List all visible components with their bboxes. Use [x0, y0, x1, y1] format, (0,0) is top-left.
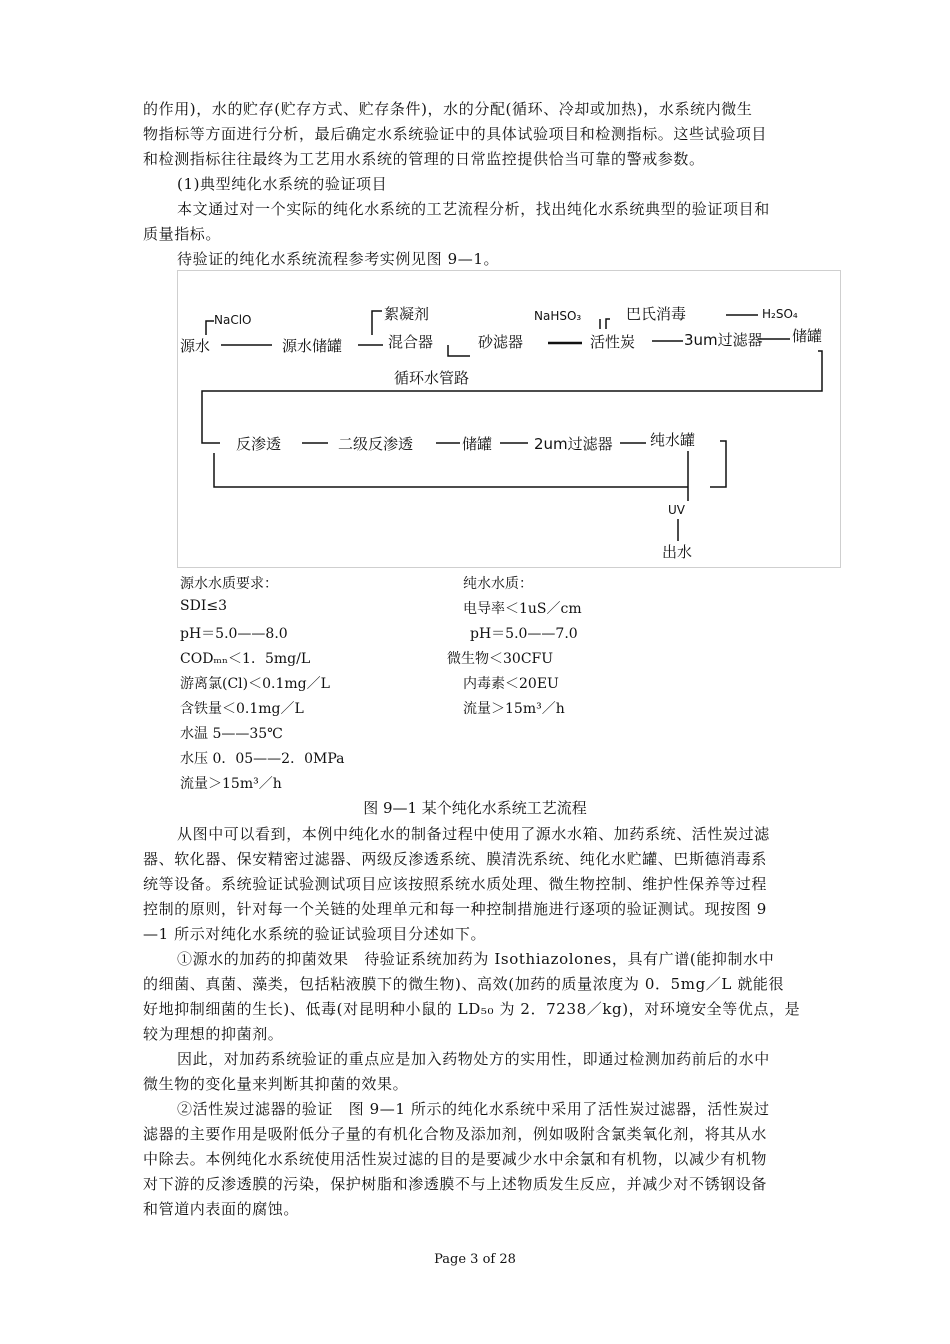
- nahso3-label: NaHSO₃: [534, 309, 582, 323]
- para-e-line: ①源水的加药的抑菌效果 待验证系统加药为 Isothiazolones，具有广谱(能抑制水中: [177, 950, 775, 968]
- pasteurization-label: 巴氏消毒: [626, 305, 687, 323]
- para-g-line: 和管道内表面的腐蚀。: [143, 1200, 300, 1218]
- source-spec-item: 游离氯(Cl)＜0.1mg／L: [180, 676, 330, 692]
- source-spec-item: SDI≤3: [180, 598, 227, 614]
- pure-water-tank-node: 纯水罐: [650, 431, 696, 449]
- para-g-line: 滤器的主要作用是吸附低分子量的有机化合物及添加剂，例如吸附含氯类氧化剂，将其从水: [143, 1125, 768, 1143]
- process-flow-diagram: [177, 270, 841, 568]
- source-spec-title: 源水水质要求：: [180, 576, 278, 592]
- sand-filter-node: 砂滤器: [478, 333, 524, 351]
- outlet-node: 出水: [662, 543, 693, 561]
- para-d-line: 从图中可以看到，本例中纯化水的制备过程中使用了源水水箱、加药系统、活性炭过滤: [177, 825, 770, 843]
- para-c: 待验证的纯化水系统流程参考实例见图 9—1。: [177, 250, 500, 268]
- para-d-line: 控制的原则，针对每一个关链的处理单元和每一种控制措施进行逐项的验证测试。现按图 9: [143, 900, 767, 918]
- figure-caption: 图 9—1 某个纯化水系统工艺流程: [363, 799, 587, 817]
- source-spec-item: 水温 5——35℃: [180, 726, 283, 742]
- para-d-line: 器、软化器、保安精密过滤器、两级反渗透系统、膜清洗系统、纯化水贮罐、巴斯德消毒系: [143, 850, 768, 868]
- intro-line-1: 的作用)，水的贮存(贮存方式、贮存条件)，水的分配(循环、冷却或加热)，水系统内微生: [143, 100, 753, 118]
- mixer-node: 混合器: [388, 333, 434, 351]
- source-spec-item: pH＝5.0——8.0: [180, 626, 288, 642]
- para-d-line: 统等设备。系统验证试验测试项目应该按照系统水质处理、微生物控制、维护性保养等过程: [143, 875, 768, 893]
- source-spec-item: CODₘₙ＜1．5mg/L: [180, 651, 311, 667]
- reverse-osmosis-node: 反渗透: [236, 435, 282, 453]
- pure-spec-item: pH＝5.0——7.0: [470, 626, 578, 642]
- para-g-line: 对下游的反渗透膜的污染，保护树脂和渗透膜不与上述物质发生反应，并减少对不锈钢设备: [143, 1175, 768, 1193]
- pure-spec-item: 内毒素＜20EU: [463, 676, 559, 692]
- storage-tank-node-1: 储罐: [792, 327, 823, 345]
- raw-tank-node: 源水储罐: [282, 337, 343, 355]
- para-f-line: 因此，对加药系统验证的重点应是加入药物处方的实用性，即通过检测加药前后的水中: [177, 1050, 770, 1068]
- para-f-line: 微生物的变化量来判断其抑菌的效果。: [143, 1075, 409, 1093]
- para-e-line: 好地抑制细菌的生长)、低毒(对昆明种小鼠的 LD₅₀ 为 2．7238／kg)，对环境安全等优点，是: [143, 1000, 801, 1018]
- 3um-filter-node: 3um过滤器: [684, 331, 763, 349]
- section-heading: (1)典型纯化水系统的验证项目: [177, 175, 388, 193]
- naclo-label: NaClO: [214, 313, 252, 327]
- para-g-line: ②活性炭过滤器的验证 图 9—1 所示的纯化水系统中采用了活性炭过滤器，活性炭过: [177, 1100, 770, 1118]
- para-b-line-2: 质量指标。: [143, 225, 222, 243]
- 2um-filter-node: 2um过滤器: [534, 435, 613, 453]
- para-b-line-1: 本文通过对一个实际的纯化水系统的工艺流程分析，找出纯化水系统典型的验证项目和: [177, 200, 770, 218]
- source-spec-item: 水压 0．05——2．0MPa: [180, 751, 345, 767]
- intro-line-3: 和检测指标往往最终为工艺用水系统的管理的日常监控提供恰当可靠的警戒参数。: [143, 150, 705, 168]
- uv-node: UV: [668, 503, 685, 517]
- pure-spec-title: 纯水水质：: [463, 576, 533, 592]
- activated-carbon-node: 活性炭: [590, 333, 636, 351]
- source-spec-item: 含铁量＜0.1mg／L: [180, 701, 304, 717]
- para-e-line: 较为理想的抑菌剂。: [143, 1025, 284, 1043]
- para-g-line: 中除去。本例纯化水系统使用活性炭过滤的目的是要减少水中余氯和有机物，以减少有机物: [143, 1150, 768, 1168]
- storage-tank-node-2: 储罐: [462, 435, 493, 453]
- flow-lines: [178, 271, 842, 569]
- source-spec-item: 流量＞15m³／h: [180, 776, 282, 792]
- h2so4-label: H₂SO₄: [762, 307, 798, 321]
- recirculation-pipe-label: 循环水管路: [394, 369, 470, 387]
- pure-spec-item: 微生物＜30CFU: [447, 651, 554, 667]
- para-e-line: 的细菌、真菌、藻类，包括粘液膜下的微生物)、高效(加药的质量浓度为 0．5mg／L 就能很: [143, 975, 785, 993]
- source-water-node: 源水: [180, 337, 211, 355]
- intro-line-2: 物指标等方面进行分析，最后确定水系统验证中的具体试验项目和检测指标。这些试验项目: [143, 125, 768, 143]
- para-d-line: —1 所示对纯化水系统的验证试验项目分述如下。: [143, 925, 487, 943]
- page-footer: Page 3 of 28: [434, 1252, 516, 1267]
- pure-spec-item: 流量＞15m³／h: [463, 701, 565, 717]
- second-stage-ro-node: 二级反渗透: [338, 435, 414, 453]
- pure-spec-item: 电导率＜1uS／cm: [463, 601, 582, 617]
- flocculant-label: 絮凝剂: [384, 305, 430, 323]
